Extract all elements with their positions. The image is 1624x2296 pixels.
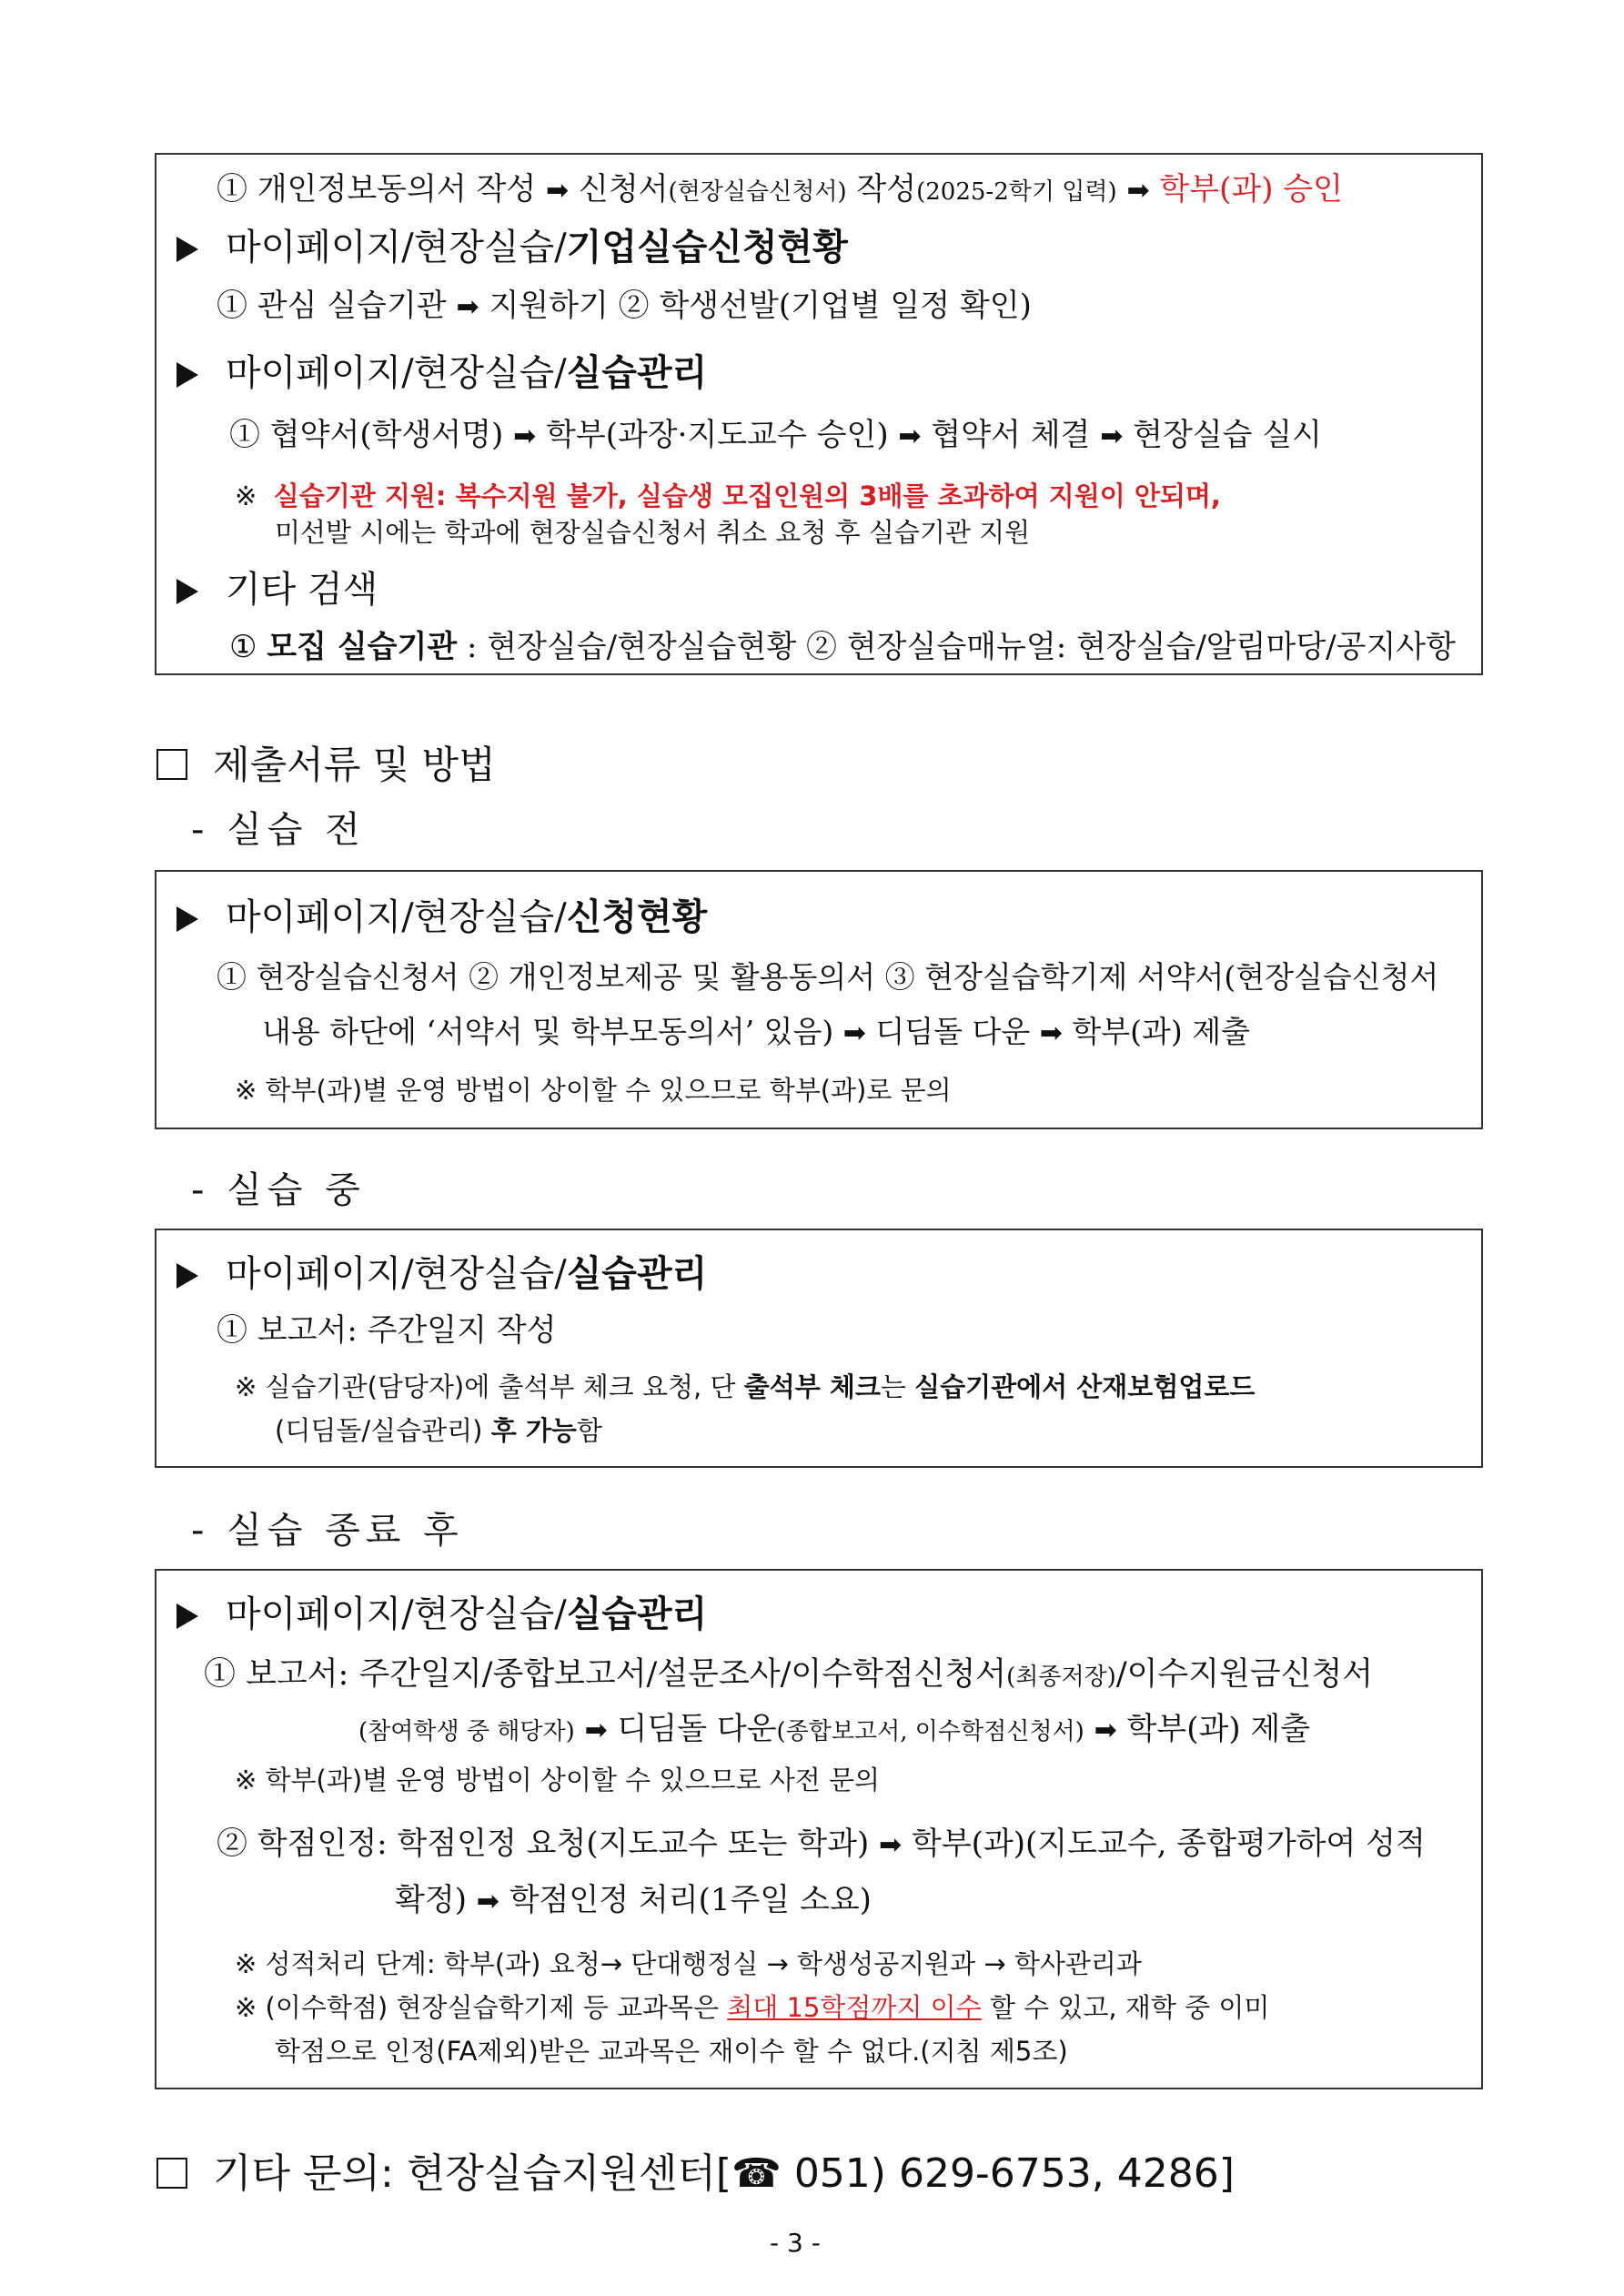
box1-line3: ① 협약서(학생서명) ➡ 학부(과장·지도교수 승인) ➡ 협약서 체결 ➡ 현장실습 실시	[229, 417, 1323, 453]
info-box-before	[155, 870, 1483, 1129]
after-note2: ※ 성적처리 단계: 학부(과) 요청→ 단대행정실 → 학생성공지원과 → 학사관리과	[235, 1948, 1142, 1979]
after-line4: 확정) ➡ 학점인정 처리(1주일 소요)	[395, 1882, 872, 1918]
right-arrow-icon: ➡	[476, 1886, 499, 1917]
box1-line2: ① 관심 실습기관 ➡ 지원하기 ② 학생선발(기업별 일정 확인)	[217, 288, 1032, 324]
before-line2: 내용 하단에 ‘서약서 및 학부모동의서’ 있음) ➡ 디딤돌 다운 ➡ 학부(과) 제출	[262, 1014, 1250, 1049]
menu-path-internship-management: 마이페이지/현장실습/실습관리	[177, 1245, 707, 1297]
approval-text: 학부(과) 승인	[1159, 171, 1343, 207]
triangle-bullet-icon	[177, 1603, 198, 1629]
triangle-bullet-icon	[177, 1263, 198, 1289]
right-arrow-icon: ➡	[1039, 1017, 1063, 1049]
after-line1: ① 보고서: 주간일지/종합보고서/설문조사/이수학점신청서(최종저장)/이수지원금신청서	[204, 1656, 1374, 1693]
checkbox-square-icon	[156, 749, 187, 780]
info-box-1	[155, 153, 1483, 675]
page-number: - 3 -	[770, 2228, 821, 2258]
box1-note-line2: 미선발 시에는 학과에 현장실습신청서 취소 요청 후 실습기관 지원	[275, 517, 1031, 548]
box1-line1: ① 개인정보동의서 작성 ➡ 신청서(현장실습신청서) 작성(2025-2학기 입력) ➡ 학부(과) 승인	[217, 171, 1343, 207]
phone-icon: ☎	[731, 2150, 782, 2197]
subsection-before: - 실습 전	[191, 809, 366, 851]
right-arrow-icon: ➡	[1126, 175, 1150, 207]
contact-line: 기타 문의: 현장실습지원센터[☎ 051) 629-6753, 4286]	[156, 2140, 1235, 2199]
subsection-after: - 실습 종료 후	[191, 1510, 464, 1552]
after-note1: ※ 학부(과)별 운영 방법이 상이할 수 있으므로 사전 문의	[235, 1765, 880, 1795]
menu-path-apply-status: 마이페이지/현장실습/신청현황	[177, 888, 707, 940]
right-arrow-icon: ➡	[1100, 420, 1124, 452]
during-note: ※ 실습기관(담당자)에 출석부 체크 요청, 단 출석부 체크는 실습기관에서 산재보험업로드	[235, 1371, 1256, 1402]
during-note-line2: (디딤돌/실습관리) 후 가능함	[275, 1415, 602, 1446]
before-line1: ① 현장실습신청서 ② 개인정보제공 및 활용동의서 ③ 현장실습학기제 서약서(현장실습신청서	[217, 959, 1439, 995]
section-title-documents: 제출서류 및 방법	[156, 735, 496, 790]
checkbox-square-icon	[156, 2158, 187, 2189]
right-arrow-icon: ➡	[879, 1829, 903, 1861]
right-arrow-icon: ➡	[584, 1714, 608, 1746]
box1-line4: ① 모집 실습기관 : 현장실습/현장실습현황 ② 현장실습매뉴얼: 현장실습/알림마당/공지사항	[229, 629, 1456, 665]
before-note: ※ 학부(과)별 운영 방법이 상이할 수 있으므로 학부(과)로 문의	[235, 1075, 952, 1106]
triangle-bullet-icon	[177, 579, 198, 604]
menu-path-internship-management: 마이페이지/현장실습/실습관리	[177, 1585, 707, 1637]
right-arrow-icon: ➡	[1094, 1714, 1117, 1746]
triangle-bullet-icon	[177, 906, 198, 932]
during-line1: ① 보고서: 주간일지 작성	[217, 1312, 557, 1349]
menu-path-apply-status: 마이페이지/현장실습/기업실습신청현황	[177, 218, 848, 270]
after-line3: ② 학점인정: 학점인정 요청(지도교수 또는 학과) ➡ 학부(과)(지도교수, 종합평가하여 성적	[217, 1826, 1426, 1862]
triangle-bullet-icon	[177, 237, 198, 262]
box1-note: ※ 실습기관 지원: 복수지원 불가, 실습생 모집인원의 3배를 초과하여 지원이 안되며,	[235, 480, 1221, 511]
after-note3: ※ (이수학점) 현장실습학기제 등 교과목은 최대 15학점까지 이수 할 수 있고, 재학 중 이미	[235, 1992, 1270, 2023]
menu-path-other-search: 기타 검색	[177, 561, 378, 612]
menu-path-internship-management: 마이페이지/현장실습/실습관리	[177, 344, 707, 396]
info-box-during	[155, 1229, 1483, 1468]
subsection-during: - 실습 중	[191, 1169, 366, 1211]
right-arrow-icon: ➡	[898, 420, 922, 452]
after-note4: 학점으로 인정(FA제외)받은 교과목은 재이수 할 수 없다.(지침 제5조)	[275, 2036, 1068, 2067]
triangle-bullet-icon	[177, 362, 198, 388]
right-arrow-icon: ➡	[842, 1017, 866, 1049]
right-arrow-icon: ➡	[456, 291, 479, 323]
info-box-after	[155, 1569, 1483, 2089]
right-arrow-icon: ➡	[546, 175, 570, 207]
after-line2: (참여학생 중 해당자) ➡ 디딤돌 다운(종합보고서, 이수학점신청서) ➡ 학부(과) 제출	[358, 1711, 1311, 1747]
right-arrow-icon: ➡	[513, 420, 537, 452]
